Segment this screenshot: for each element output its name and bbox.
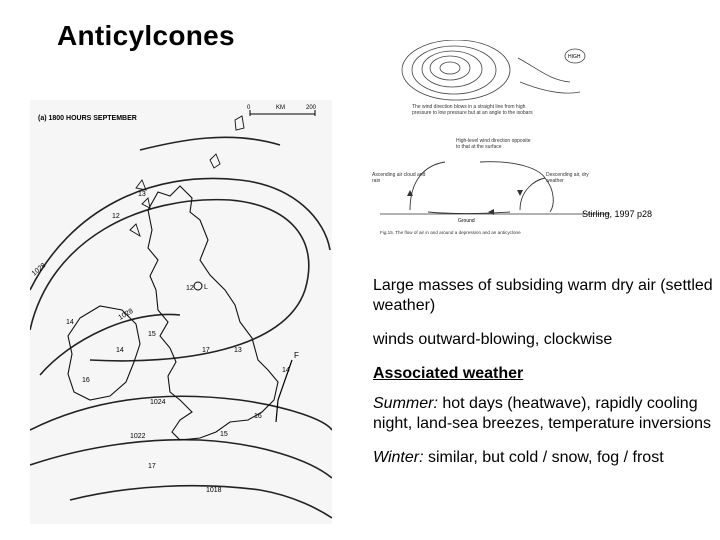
svg-text:14: 14 xyxy=(282,367,290,374)
svg-text:14: 14 xyxy=(116,347,124,354)
map-heading: (a) 1800 HOURS SEPTEMBER xyxy=(38,115,137,122)
front-label: F xyxy=(294,351,299,360)
svg-text:15: 15 xyxy=(220,431,228,438)
svg-text:200: 200 xyxy=(306,105,317,111)
para-winter xyxy=(373,448,713,468)
winter-text: similar, but cold / snow, fog / frost xyxy=(423,449,664,466)
low-centre-symbol: L xyxy=(204,284,208,291)
svg-text:15: 15 xyxy=(148,331,156,338)
heading-associated-weather: Associated weather xyxy=(373,365,524,382)
para-winds: winds outward-blowing, clockwise xyxy=(373,331,613,348)
svg-text:KM: KM xyxy=(276,105,285,111)
svg-text:12: 12 xyxy=(112,213,120,220)
svg-text:12: 12 xyxy=(186,285,194,292)
svg-text:HIGH: HIGH xyxy=(568,54,581,60)
slide-title: Anticylcones xyxy=(57,20,235,51)
summer-label: Summer: xyxy=(373,395,438,412)
svg-text:1022: 1022 xyxy=(130,433,146,440)
svg-text:13: 13 xyxy=(138,191,146,198)
svg-text:Fig.15. The flow of air in and: Fig.15. The flow of air in and around a depression and an anticyclone xyxy=(380,230,521,235)
svg-text:Ground: Ground xyxy=(458,218,475,224)
summer-text: hot days (heatwave), rapidly cooling night, land-sea breezes, temperature inversions xyxy=(373,395,711,432)
svg-text:14: 14 xyxy=(66,319,74,326)
para-subsiding-air: Large masses of subsiding warm dry air (settled weather) xyxy=(373,277,713,314)
bullet-text xyxy=(373,276,713,482)
svg-text:0: 0 xyxy=(247,105,251,111)
winter-label: Winter: xyxy=(373,449,424,466)
svg-text:1018: 1018 xyxy=(206,487,222,494)
svg-text:1028: 1028 xyxy=(117,307,135,322)
citation: Stirling, 1997 p28 xyxy=(582,209,653,219)
svg-text:16: 16 xyxy=(82,377,90,384)
svg-text:1028: 1028 xyxy=(30,262,48,278)
para-summer xyxy=(373,394,713,434)
airflow-diagram: HIGH The wind direction blows in a straight line from high pressure to low pressure but at an angle to the isobars High-level wind direction opposite to that at the surface Ascending air cloud and rain Descending air, dry weather Ground Fig.15. The flow of air in and around a depression and an anticyclone xyxy=(370,40,618,240)
svg-text:13: 13 xyxy=(234,347,242,354)
svg-text:17: 17 xyxy=(148,463,156,470)
svg-text:16: 16 xyxy=(254,413,262,420)
svg-text:1024: 1024 xyxy=(150,399,166,406)
svg-text:17: 17 xyxy=(202,347,210,354)
synoptic-map xyxy=(30,100,332,524)
